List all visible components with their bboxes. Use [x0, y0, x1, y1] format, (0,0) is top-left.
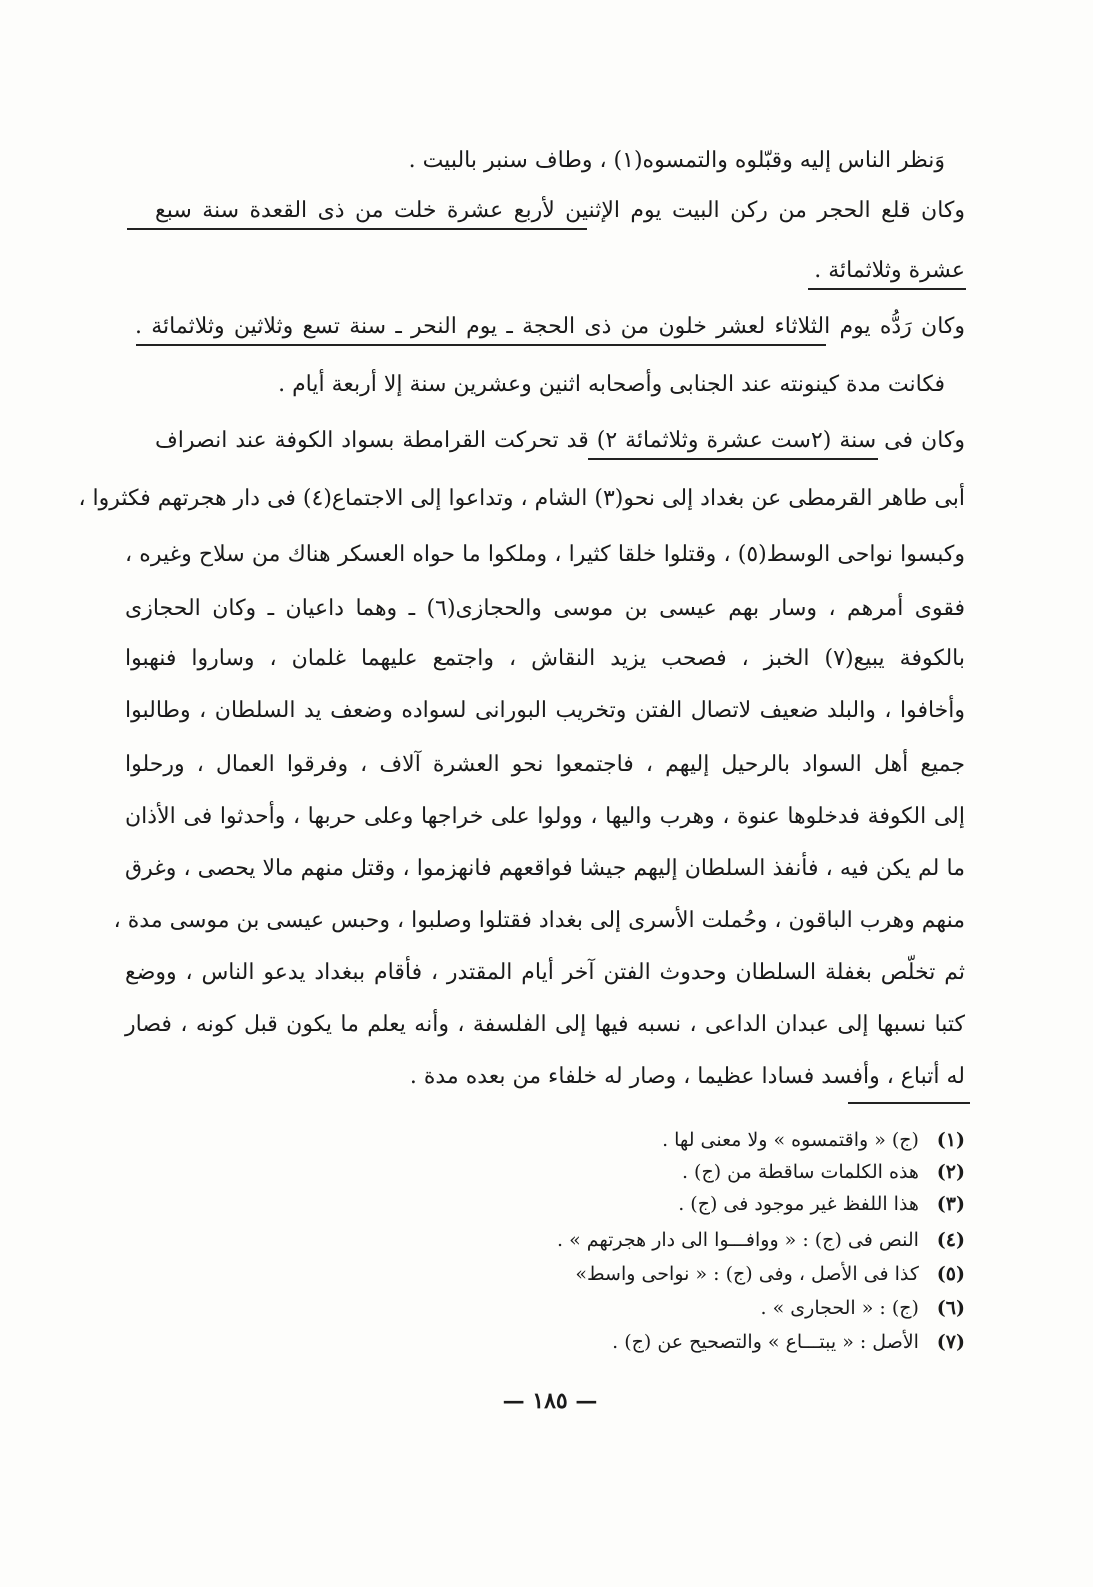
body-line-15: منهم وهرب الباقون ، وحُملت الأسرى إلى بغداد فقتلوا وصلبوا ، وحبس عيسى بن موسى مدة ، [113, 908, 965, 933]
underline-mark-2 [808, 288, 966, 290]
footnote-number: (٣) [936, 1193, 965, 1215]
footnote-number: (٤) [936, 1229, 965, 1251]
body-line-3: عشرة وثلاثمائة . [814, 258, 965, 283]
body-line-18: له أتباع ، وأفسد فسادا عظيما ، وصار له خلفاء من بعده مدة . [409, 1064, 965, 1089]
underline-mark-3 [136, 344, 826, 346]
body-line-13: إلى الكوفة فدخلوها عنوة ، وهرب واليها ، وولوا على خراجها وعلى حربها ، وأحدثوا فى الأذان [125, 804, 965, 829]
body-line-12: جميع أهل السواد بالرحيل إليهم ، فاجتمعوا نحو العشرة آلاف ، وفرقوا العمال ، ورحلوا [125, 752, 965, 777]
body-line-5: فكانت مدة كينونته عند الجنابى وأصحابه اثنين وعشرين سنة إلا أربعة أيام . [278, 372, 945, 397]
footnote-7 [405, 1328, 965, 1356]
underline-mark-4 [588, 458, 878, 460]
footnote-6 [405, 1294, 965, 1322]
footnote-divider [848, 1102, 970, 1104]
footnote-1 [405, 1126, 965, 1154]
body-line-1: وَنظر الناس إليه وقبّلوه والتمسوه(١) ، وطاف سنبر بالبيت . [408, 148, 945, 173]
footnote-text: هذا اللفظ غير موجود فى (ج) . [678, 1193, 919, 1215]
footnote-number: (٧) [936, 1331, 965, 1353]
body-line-2: وكان قلع الحجر من ركن البيت يوم الإثنين لأربع عشرة خلت من ذى القعدة سنة سبع [155, 198, 965, 223]
underline-mark-1 [127, 228, 587, 230]
footnote-number: (٥) [936, 1263, 965, 1285]
body-line-6: وكان فى سنة (٢ست عشرة وثلاثمائة ٢) قد تحركت القرامطة بسواد الكوفة عند انصراف [155, 428, 965, 453]
body-line-8: وكبسوا نواحى الوسط(٥) ، وقتلوا خلقا كثيرا ، وملكوا ما حواه العسكر هناك من سلاح وغيره ، [125, 542, 965, 567]
page-number: — ١٨٥ — [502, 1388, 598, 1414]
footnote-text: الأصل : « يبتـــاع » والتصحيح عن (ج) . [612, 1331, 919, 1353]
footnote-3 [405, 1190, 965, 1218]
footnote-2 [405, 1158, 965, 1186]
footnote-5 [405, 1260, 965, 1288]
footnote-text: (ج) « واقتمسوه » ولا معنى لها . [662, 1129, 919, 1151]
body-line-9: فقوى أمرهم ، وسار بهم عيسى بن موسى والحجازى(٦) ـ وهما داعيان ـ وكان الحجازى [125, 596, 965, 621]
footnote-number: (١) [936, 1129, 965, 1151]
footnote-number: (٢) [936, 1161, 965, 1183]
body-line-16: ثم تخلّص بغفلة السلطان وحدوث الفتن آخر أيام المقتدر ، فأقام ببغداد يدعو الناس ، ووضع [125, 960, 965, 985]
body-line-14: ما لم يكن فيه ، فأنفذ السلطان إليهم جيشا فواقعهم فانهزموا ، وقتل منهم مالا يحصى ، وغرق [125, 856, 965, 881]
body-line-10: بالكوفة يبيع(٧) الخبز ، فصحب يزيد النقاش ، واجتمع عليهما غلمان ، وساروا فنهبوا [125, 646, 966, 671]
footnote-4 [405, 1226, 965, 1254]
footnote-text: هذه الكلمات ساقطة من (ج) . [681, 1161, 919, 1183]
footnote-text: (ج) : « الحجارى » . [760, 1297, 919, 1319]
body-line-11: وأخافوا ، والبلد ضعيف لاتصال الفتن وتخريب البورانى لسواده وضعف يد السلطان ، وطالبوا [125, 698, 965, 723]
footnote-number: (٦) [936, 1297, 965, 1319]
footnote-text: النص فى (ج) : « ووافـــوا الى دار هجرتهم » . [556, 1229, 919, 1251]
body-line-4: وكان رَدُّه يوم الثلاثاء لعشر خلون من ذى الحجة ـ يوم النحر ـ سنة تسع وثلاثين وثلاثمائة . [135, 314, 965, 339]
footnote-text: كذا فى الأصل ، وفى (ج) : « نواحى واسط» [575, 1263, 919, 1285]
body-line-7: أبى طاهر القرمطى عن بغداد إلى نحو(٣) الشام ، وتداعوا إلى الاجتماع(٤) فى دار هجرتهم فكثروا ، [78, 486, 965, 511]
body-line-17: كتبا نسبها إلى عبدان الداعى ، نسبه فيها إلى الفلسفة ، وأنه يعلم ما يكون قبل كونه ، فصار [125, 1012, 965, 1037]
